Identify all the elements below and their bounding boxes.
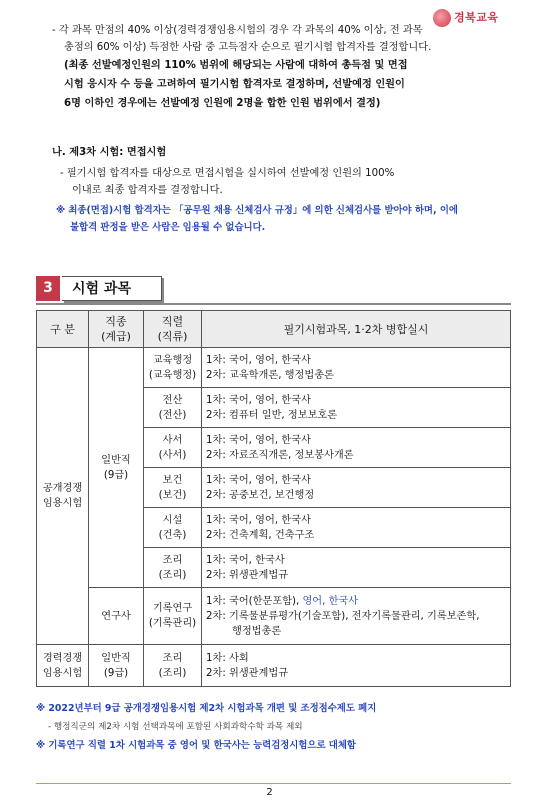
rank-cell	[144, 548, 202, 588]
section-number-badge: 3	[36, 276, 60, 301]
subjects-second: 2차: 위생관계법규	[206, 667, 289, 679]
career-cat-line1: 일반직	[101, 652, 131, 664]
rank-name: 전산	[162, 394, 183, 406]
interview-subsection	[0, 144, 539, 236]
career-cat-line2: (9급)	[103, 667, 129, 679]
rank-name: 보건	[162, 474, 183, 486]
subjects-second: 2차: 컴퓨터 일반, 정보보호론	[206, 409, 338, 421]
header-category	[89, 311, 144, 348]
header-rank-line1: 직렬	[161, 315, 184, 328]
open-label-line1: 공개경쟁	[42, 483, 83, 494]
subjects-cell	[202, 645, 511, 687]
section-divider	[36, 303, 511, 305]
rank-cell	[144, 508, 202, 548]
intro-bold-2: 시험 응시자 수 등을 고려하여 필기시험 합격자로 결정하며, 선발예정 인원이	[64, 79, 405, 90]
subsection-line-1: - 필기시험 합격자를 대상으로 면접시험을 실시하여 선발예정 인원의 100%	[60, 168, 395, 179]
subjects-second-b: 행정법총론	[232, 625, 282, 637]
rank-sub: (기록관리)	[148, 618, 197, 629]
header-category-line1: 직종	[105, 315, 127, 328]
table-row	[37, 645, 511, 687]
exam-subjects-table	[36, 310, 511, 687]
subjects-cell	[202, 588, 511, 645]
table-row	[37, 348, 511, 388]
subjects-first: 1차: 국어, 영어, 한국사	[206, 354, 311, 366]
subjects-second: 2차: 교육학개론, 행정법총론	[206, 369, 334, 381]
subjects-cell	[202, 468, 511, 508]
intro-bold-3: 6명 이하인 경우에는 선발예정 인원에 2명을 합한 인원 범위에서 결정)	[64, 98, 381, 109]
rank-cell	[144, 468, 202, 508]
researcher-label: 연구사	[89, 588, 144, 645]
header-rank-line2: (직류)	[157, 330, 188, 343]
rank-cell	[144, 645, 202, 687]
header-division: 구 분	[37, 311, 89, 348]
rank-sub: (전산)	[158, 409, 187, 421]
open-competition-label	[37, 348, 89, 645]
rank-name: 교육행정	[152, 354, 193, 366]
rank-sub: (건축)	[158, 529, 187, 541]
rank-sub: (교육행정)	[148, 369, 197, 381]
footer-divider	[36, 783, 511, 784]
subjects-second-a: 2차: 기록물분류평가(기술포함), 전자기록물관리, 기록보존학,	[206, 610, 480, 622]
rank-cell	[144, 588, 202, 645]
intro-line-1: - 각 과목 만점의 40% 이상(경력경쟁임용시험의 경우 각 과목의 40% 이상, 전 과목	[52, 25, 423, 36]
subjects-second: 2차: 공중보건, 보건행정	[206, 489, 315, 501]
subjects-first: 1차: 국어, 영어, 한국사	[206, 474, 311, 486]
rank-sub: (사서)	[158, 449, 187, 461]
open-label-line2: 임용시험	[42, 498, 83, 509]
intro-section	[0, 22, 539, 113]
table-header-row	[37, 311, 511, 348]
general-grade9-label	[89, 348, 144, 588]
subjects-cell	[202, 428, 511, 468]
rank-cell	[144, 388, 202, 428]
intro-bold-1: (최종 선발예정인원의 110% 범위에 해당되는 사람에 대하여 총득점 및 면접	[64, 60, 408, 71]
page-number: 2	[266, 787, 273, 798]
rank-sub: (조리)	[158, 569, 187, 581]
rank-cell	[144, 428, 202, 468]
subjects-second: 2차: 건축계획, 건축구조	[206, 529, 315, 541]
header-category-line2: (계급)	[101, 330, 131, 343]
subjects-first: 1차: 국어, 영어, 한국사	[206, 394, 311, 406]
rank-cell	[144, 348, 202, 388]
section-title: 시험 과목	[62, 276, 162, 301]
intro-line-2: 총점의 60% 이상) 득점한 사람 중 고득점자 순으로 필기시험 합격자를 결정합니다.	[64, 42, 432, 53]
footnote-2: - 행정직군의 제2차 시험 선택과목에 포함된 사회과학수학 과목 제외	[48, 722, 303, 732]
footnote-3: ※ 기록연구 직렬 1차 시험과목 중 영어 및 한국사는 능력검정시험으로 대체함	[36, 740, 356, 751]
open-cat-line1: 일반직	[101, 454, 131, 466]
rank-name: 사서	[162, 434, 183, 446]
rank-sub: (보건)	[158, 489, 187, 501]
subjects-cell	[202, 388, 511, 428]
table-row	[37, 588, 511, 645]
header-rank	[144, 311, 202, 348]
rank-sub: (조리)	[158, 667, 187, 679]
career-competition-label	[37, 645, 89, 687]
subjects-second: 2차: 위생관계법규	[206, 569, 289, 581]
subjects-first: 1차: 국어, 한국사	[206, 554, 285, 566]
header-subjects: 필기시험과목, 1·2차 병합실시	[202, 311, 511, 348]
footnote-1: ※ 2022년부터 9급 공개경쟁임용시험 제2차 시험과목 개편 및 조정점수제도 폐지	[36, 703, 377, 714]
career-label-line2: 임용시험	[42, 667, 83, 679]
subjects-first: 1차: 사회	[206, 652, 249, 664]
subjects-first: 1차: 국어, 영어, 한국사	[206, 514, 311, 526]
subjects-cell	[202, 508, 511, 548]
subsection-note-2: 불합격 판정을 받은 사람은 임용될 수 없습니다.	[70, 222, 266, 233]
open-cat-line2: (9급)	[103, 469, 129, 481]
subjects-first-b: 영어, 한국사	[302, 595, 359, 607]
career-cat-label	[89, 645, 144, 687]
rank-name: 조리	[162, 652, 183, 664]
rank-name: 시설	[162, 514, 183, 526]
rank-name: 조리	[162, 554, 183, 566]
subjects-cell	[202, 348, 511, 388]
logo-text: 경북교육	[454, 11, 499, 24]
rank-name: 기록연구	[152, 603, 193, 614]
subsection-title: 나. 제3차 시험: 면접시험	[52, 147, 167, 158]
career-label-line1: 경력경쟁	[42, 652, 83, 664]
subsection-line-2: 이내로 최종 합격자를 결정합니다.	[72, 185, 223, 196]
subsection-note-1: ※ 최종(면접)시험 합격자는 「공무원 채용 신체검사 규정」에 의한 신체검사를 받아야 하며, 이에	[56, 205, 458, 216]
subjects-cell	[202, 548, 511, 588]
subjects-first: 1차: 국어, 영어, 한국사	[206, 434, 311, 446]
subjects-second: 2차: 자료조직개론, 정보봉사개론	[206, 449, 354, 461]
subjects-first-a: 1차: 국어(한문포함),	[206, 595, 303, 607]
